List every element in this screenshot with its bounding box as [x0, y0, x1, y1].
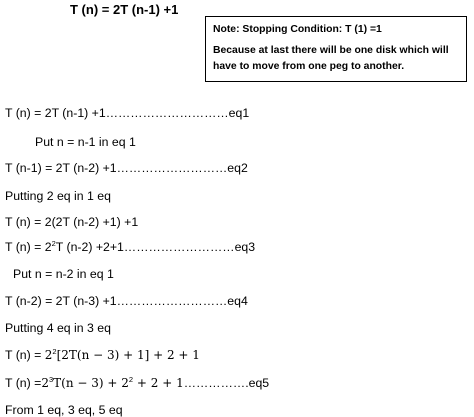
conclusion-line: From 1 eq, 3 eq, 5 eq — [5, 403, 123, 417]
combine-step-1: Putting 2 eq in 1 eq — [5, 189, 111, 203]
equation-3 — [5, 240, 255, 254]
expansion-2-lhs: T (n) = — [5, 348, 45, 362]
equation-5-label: …………….eq5 — [183, 376, 270, 390]
expansion-2 — [5, 348, 200, 362]
equation-3-exponent: 2 — [51, 239, 56, 248]
equation-1: T (n) = 2T (n-1) +1…………………………eq1 — [5, 106, 250, 120]
equation-3-rhs: T (n-2) +2+1………………………eq3 — [55, 240, 256, 254]
recurrence-title: T (n) = 2T (n-1) +1 — [70, 2, 179, 17]
equation-5 — [5, 376, 269, 390]
equation-5-lhs: T (n) = — [5, 376, 42, 390]
equation-5-exponent-1: 3 — [48, 375, 54, 384]
combine-step-2: Putting 4 eq in 3 eq — [5, 321, 111, 335]
equation-5-tail: + 2 + 1 — [133, 376, 184, 390]
note-text: Because at last there will be one disk which will have to move from one peg to another. — [213, 45, 449, 72]
equation-5-middle: T(n − 3) + 2 — [53, 376, 129, 390]
expansion-2-base: 2 — [44, 348, 53, 362]
equation-2: T (n-1) = 2T (n-2) +1………………………eq2 — [5, 161, 248, 175]
expansion-2-exponent: 2 — [52, 347, 57, 356]
equation-5-exponent-2: 2 — [128, 375, 134, 384]
note-box — [205, 16, 467, 82]
substitution-step-1: Put n = n-1 in eq 1 — [35, 135, 136, 149]
expansion-2-rhs: [2T(n − 3) + 1] + 2 + 1 — [56, 348, 200, 362]
substitution-step-2: Put n = n-2 in eq 1 — [13, 267, 114, 281]
equation-3-lhs: T (n) = 2 — [5, 240, 52, 254]
equation-5-base: 2 — [41, 376, 49, 390]
equation-4: T (n-2) = 2T (n-3) +1………………………eq4 — [5, 294, 248, 308]
expansion-1: T (n) = 2(2T (n-2) +1) +1 — [5, 215, 139, 229]
note-heading: Note: Stopping Condition: T (1) =1 — [213, 24, 382, 35]
